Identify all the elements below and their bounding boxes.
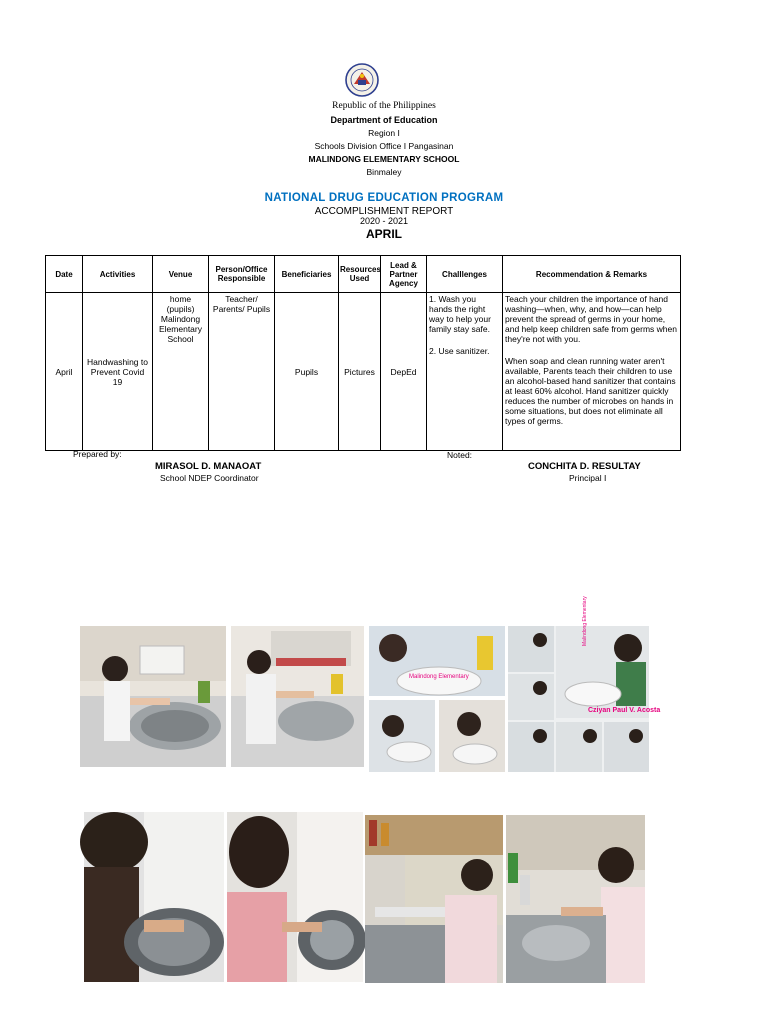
prepared-by-title: School NDEP Coordinator — [160, 473, 259, 483]
cell-activity: Handwashing to Prevent Covid 19 — [83, 293, 153, 451]
header-date: Date — [46, 256, 83, 293]
collage-school-caption: Malindong Elementary — [409, 674, 469, 680]
table-row — [46, 293, 681, 451]
report-title: ACCOMPLISHMENT REPORT — [314, 206, 454, 217]
collage-pupil-name: Cziyan Paul V. Acosta — [588, 707, 661, 714]
school-name: MALINDONG ELEMENTARY SCHOOL — [308, 154, 460, 164]
noted-label: Noted: — [447, 450, 473, 460]
header-challenges: Challlenges — [427, 256, 503, 293]
handwashing-photo-3 — [84, 812, 224, 982]
header-beneficiaries: Beneficiaries — [275, 256, 339, 293]
header-resources: Resources Used — [339, 256, 381, 293]
handwashing-photo-5 — [365, 815, 503, 983]
region-line: Region I — [368, 128, 400, 138]
challenge-item-2: 2. Use sanitizer. — [429, 346, 490, 356]
handwashing-photo-4 — [227, 812, 363, 982]
cell-resources: Pictures — [339, 293, 381, 451]
town-line: Binmaley — [366, 167, 402, 177]
remark-paragraph-1: Teach your children the importance of hand washing—when, why, and how—can help prevent the spread of germs in your home, and help keep children safe from germs when they're not with you. — [505, 294, 677, 344]
noted-name: CONCHITA D. RESULTAY — [528, 461, 641, 472]
header-person: Person/Office Responsible — [209, 256, 275, 293]
handwashing-photo-6 — [506, 815, 645, 983]
department-line: Department of Education — [330, 115, 438, 125]
cell-remarks — [503, 293, 681, 451]
cell-person: Teacher/ Parents/ Pupils — [209, 293, 275, 451]
accomplishment-table — [45, 255, 681, 451]
report-month: APRIL — [366, 227, 402, 241]
prepared-by-label: Prepared by: — [73, 449, 122, 459]
table-header-row — [46, 256, 681, 293]
division-line: Schools Division Office I Pangasinan — [314, 141, 454, 151]
handwashing-collage-2 — [508, 596, 661, 772]
deped-seal-icon — [338, 62, 386, 98]
cell-beneficiaries: Pupils — [275, 293, 339, 451]
program-title: NATIONAL DRUG EDUCATION PROGRAM — [264, 192, 504, 204]
handwashing-photo-1 — [80, 626, 226, 767]
prepared-by-name: MIRASOL D. MANAOAT — [155, 461, 262, 472]
remark-paragraph-2: When soap and clean running water aren't available, Parents teach their children to use an alcohol-based hand sanitizer that contains at least 60% alcohol. Hand sanitizer quickly reduces the number of microbes on hands in some situations, but does not eliminate all types of germs. — [505, 356, 676, 426]
collage-school-caption-2: Malindong Elementary — [582, 596, 588, 646]
handwashing-photo-2 — [231, 626, 364, 767]
header-remarks: Recommendation & Remarks — [503, 256, 681, 293]
header-agency: Lead & Partner Agency — [381, 256, 427, 293]
cell-date: April — [46, 293, 83, 451]
noted-title: Principal I — [569, 473, 607, 483]
handwashing-collage-1 — [369, 626, 505, 772]
challenge-item-1: 1. Wash you hands the right way to help your family stay safe. — [429, 294, 491, 334]
cell-venue: home (pupils) Malindong Elementary School — [153, 293, 209, 451]
cell-challenges — [427, 293, 503, 451]
school-year: 2020 - 2021 — [359, 216, 409, 226]
header-venue: Venue — [153, 256, 209, 293]
header-activities: Activities — [83, 256, 153, 293]
republic-line: Republic of the Philippines — [332, 101, 436, 111]
cell-agency: DepEd — [381, 293, 427, 451]
